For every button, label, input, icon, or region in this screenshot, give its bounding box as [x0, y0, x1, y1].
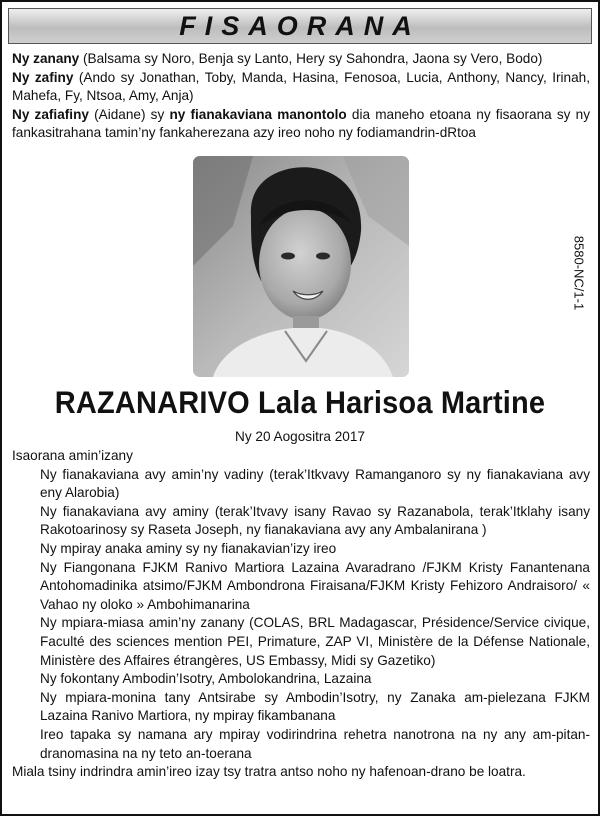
portrait-image: [193, 156, 409, 377]
thanks-item: Ireo tapaka sy namana ary mpiray vodirindrina rehetra nanotrona na ny any am-pitan-dranomasina na ny teto an-toerana: [40, 726, 590, 761]
family-names: (Ando sy Jonathan, Toby, Manda, Hasina, Fenosoa, Lucia, Anthony, Nancy, Irinah, Mahefa, Fy, Ntsoa, Amy, Anja): [12, 69, 590, 104]
family-names: (Aidane) sy: [88, 106, 170, 122]
notice-date: Ny 20 Aogositra 2017: [235, 429, 365, 444]
family-label: Ny zanany: [12, 51, 80, 66]
deceased-name: RAZANARIVO Lala Harisoa Martine: [54, 384, 546, 420]
reference-text: 8580-NC/1-1: [571, 235, 587, 311]
banner-title: FISAORANA: [179, 10, 421, 41]
family-section: [12, 50, 590, 143]
family-names: (Balsama sy Noro, Benja sy Lanto, Hery sy Sahondra, Jaona sy Vero, Bodo): [79, 51, 543, 66]
portrait-photo: [193, 156, 409, 377]
thanks-item: Ny Fiangonana FJKM Ranivo Martiora Lazaina Avaradrano /FJKM Kristy Fanantenana Antohomadinika atsimo/FJKM Ambondrona Firaisana/FJKM Kristy Fehizoro Andraisoro/ « Vahao ny oloko » Ambohimanarina: [40, 559, 590, 612]
family-line-children: [12, 50, 590, 69]
family-line-grandchildren: [12, 69, 590, 106]
thanks-item: Ny fokontany Ambodin’Isotry, Ambolokandrina, Lazaina: [40, 671, 372, 687]
thanks-item: Ny fianakaviana avy amin’ny vadiny (terak’Itkvavy Ramanganoro sy ny fianakaviana avy eny Alarobia): [40, 466, 590, 501]
thanks-item: Ny mpiara-miasa amin’ny zanany (COLAS, BRL Madagascar, Présidence/Service civique, Faculté des sciences mention PEI, Primature, ZAP VI, Ministère de la Défense Nationale, Ministère des Affaires étrangères, US Embassy, Midi sy Gazetiko): [40, 615, 590, 668]
thanks-section: [12, 447, 590, 782]
thanks-item: Ny mpiara-monina tany Antsirabe sy Ambodin’Isotry, ny Zanaka am-pielezana FJKM Lazaina Ranivo Martiora, ny mpiray fikambanana: [40, 689, 590, 724]
thanks-item: Ny fianakaviana avy aminy (terak’Itvavy isany Ravao sy Razanabola, terak’Itklahy isany Rakotoarinosy sy Raseta Joseph, ny fianakaviana avy any Ambalanirana ): [40, 503, 590, 538]
thanks-item: Ny mpiray anaka aminy sy ny fianakavian’izy ireo: [40, 540, 337, 556]
family-label: Ny zafiny: [12, 69, 74, 85]
family-thanks-text: dia maneho etoana ny fisaorana sy ny fankasitrahana tamin’ny fankaherezana azy ireo noho ny fodiamandrin-dRtoa: [12, 106, 591, 141]
closing-apology: Miala tsiny indrindra amin’ireo izay tsy tratra antso noho ny hafenoan-drano be loatra.: [12, 764, 526, 780]
thanks-intro: Isaorana amin’izany: [12, 448, 133, 463]
family-label: Ny zafiafiny: [12, 106, 89, 122]
family-emphasis: ny fianakaviana manontolo: [169, 106, 347, 122]
reference-code: [568, 228, 588, 318]
family-line-great-grandchildren: [12, 106, 590, 143]
title-banner: [8, 8, 592, 44]
